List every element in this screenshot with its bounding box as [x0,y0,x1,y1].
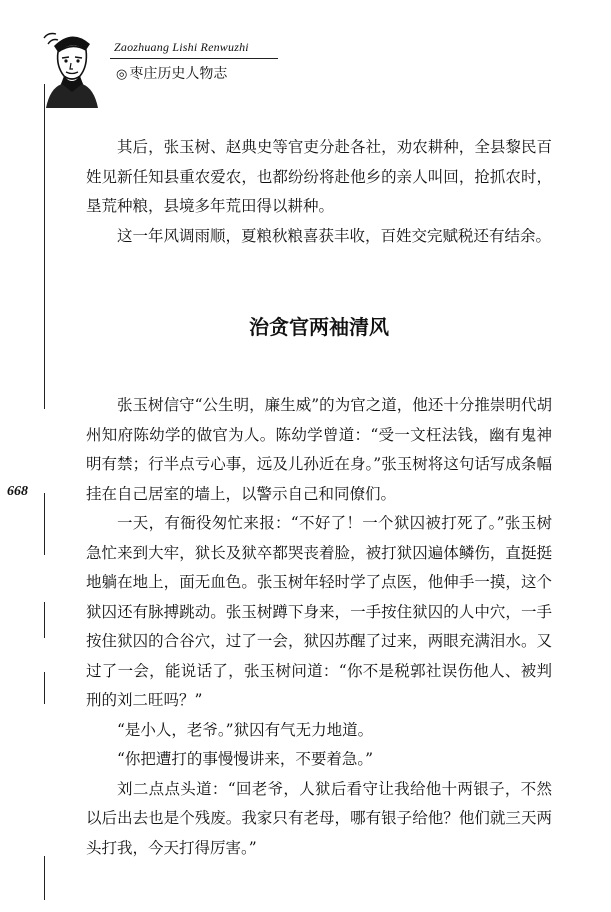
paragraph: 其后，张玉树、赵典史等官吏分赴各社，劝农耕种，全县黎民百姓见新任知县重农爱农，也都纷纷将赴他乡的亲人叫回，抢抓农时，垦荒种粮，县境多年荒田得以耕种。 [86,138,552,215]
margin-rule [44,84,45,409]
paragraph: “你把遭打的事慢慢讲来，不要着急。” [117,750,374,768]
paragraph: “是小人，老爷。”狱囚有气无力地道。 [117,720,374,739]
series-title-chinese [116,63,227,83]
section-title: 治贪官两袖清风 [249,315,389,339]
header-rule [110,58,278,59]
margin-rule [44,672,45,704]
series-title-english: Zaozhuang Lishi Renwuzhi [114,40,249,54]
paragraph: 张玉树信守“公生明，廉生威”的为官之道，他还十分推崇明代胡州知府陈幼学的做官为人。陈幼学曾道：“受一文枉法钱，幽有鬼神明有禁；行半点亏心事，远及儿孙近在身。”张玉树将这句话写成条幅挂在自己居室的墙上，以警示自己和同僚们。 [86,396,552,503]
series-title-text: 枣庄历史人物志 [129,66,228,82]
paragraph: 一天，有衙役匆忙来报：“不好了！一个狱囚被打死了。”张玉树急忙来到大牢，狱长及狱卒都哭丧着脸，被打狱囚遍体鳞伤，直挺挺地躺在地上，面无血色。张玉树年轻时学了点医，他伸手一摸，这个狱囚还有脉搏跳动。张玉树蹲下身来，一手按住狱囚的人中穴，一手按住狱囚的合谷穴，过了一会，狱囚苏醒了过来，两眼充满泪水。又过了一会，能说话了，张玉树问道：“你不是税郭社误伤他人、被判刑的刘二旺吗？” [86,514,552,709]
paragraph: 刘二点点头道：“回老爷，人狱后看守让我给他十两银子，不然以后出去也是个残废。我家只有老母，哪有银子给他？他们就三天两头打我，今天打得厉害。” [86,779,552,857]
scholar-portrait-icon [40,26,104,108]
margin-rule [44,493,45,555]
body-text-block [86,391,552,863]
paragraph: 这一年风调雨顺，夏粮秋粮喜获丰收，百姓交完赋税还有结余。 [117,226,552,245]
page-number: 668 [7,484,28,499]
running-header [36,26,276,110]
margin-rule [44,856,45,900]
top-text-block [86,133,552,251]
margin-rule [44,602,45,638]
circle-mark-icon: ◎ [116,67,128,82]
